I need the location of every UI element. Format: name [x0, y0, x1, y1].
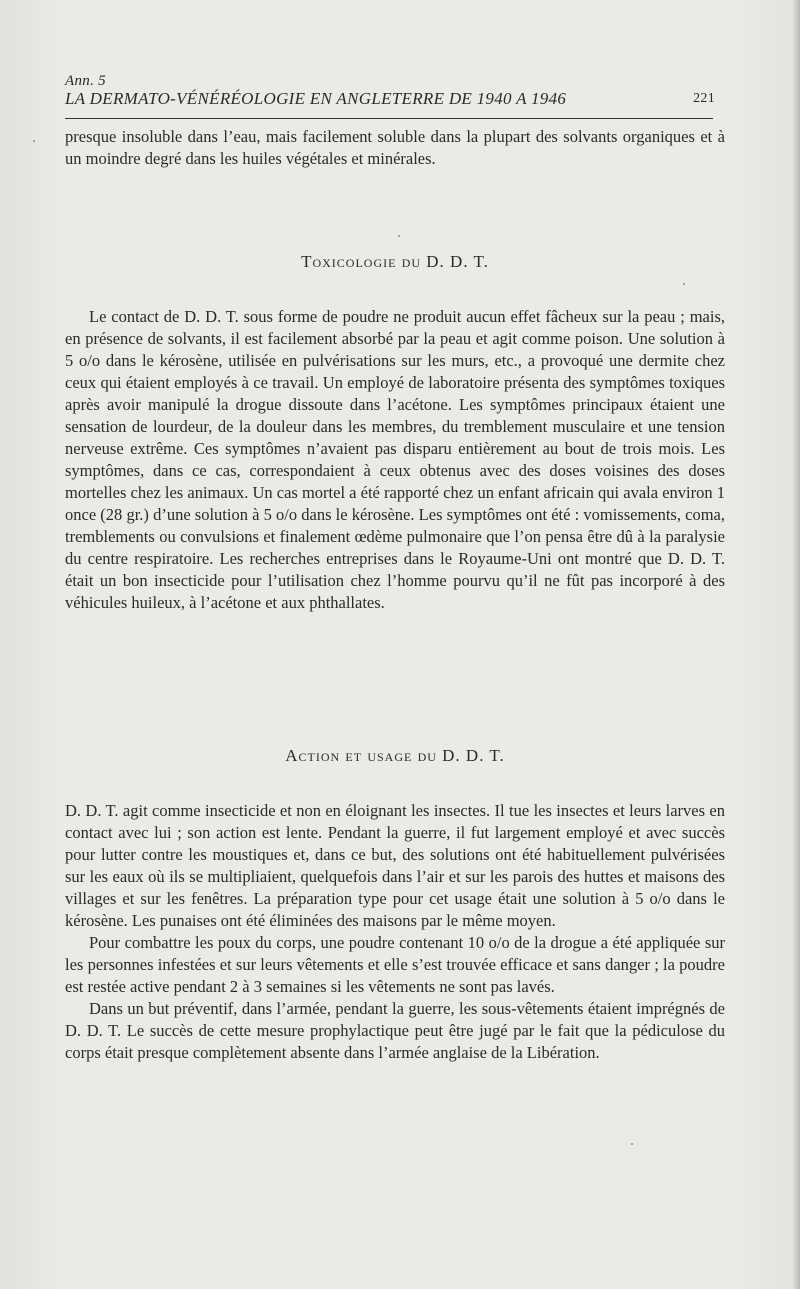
intro-paragraph: presque insoluble dans l’eau, mais facilement soluble dans la plupart des solvants organiques et à un moindre degré dans les huiles végétales et minérales. [65, 127, 725, 168]
header-rule [65, 118, 713, 119]
header-title: LA DERMATO-VÉNÉRÉOLOGIE EN ANGLETERRE DE 1940 A 1946 [65, 89, 567, 108]
action-paragraph-3: Dans un but préventif, dans l’armée, pendant la guerre, les sous-vêtements étaient imprégnés de D. D. T. Le succès de cette mesure prophylactique peut être jugé par le fait que la pédiculose du corps était presque complètement absente dans l’armée anglaise de la Libération. [65, 999, 725, 1062]
toxicologie-block [65, 306, 725, 614]
page-number: 221 [693, 91, 715, 106]
action-paragraph-2: Pour combattre les poux du corps, une poudre contenant 10 o/o de la drogue a été appliquée sur les personnes infestées et sur leurs vêtements et elle s’est trouvée efficace et sans danger ; la poudre est restée active pendant 2 à 3 semaines si les vêtements ne sont pas lavés. [65, 933, 725, 996]
speck [33, 140, 35, 142]
action-paragraph-1: D. D. T. agit comme insecticide et non en éloignant les insectes. Il tue les insectes et leurs larves en contact avec lui ; son action est lente. Pendant la guerre, il fut largement employé et avec succès pour lutter contre les moustiques et, dans ce but, des solutions ont été habituellement pulvérisées sur les eaux où ils se multipliaient, quelquefois dans l’air et sur les parois des huttes et maisons des villages et sur les fenêtres. La préparation type pour cet usage était une solution à 5 o/o dans le kérosène. Les punaises ont été éliminées des maisons par le même moyen. [65, 801, 725, 930]
toxicologie-paragraph: Le contact de D. D. T. sous forme de poudre ne produit aucun effet fâcheux sur la peau ; mais, en présence de solvants, il est facilement absorbé par la peau et agit comme poison. Une solution à 5 o/o dans le kérosène, utilisée en pulvérisations sur les murs, etc., a provoqué une dermite chez ceux qui étaient employés à ce travail. Un employé de laboratoire présenta des symptômes toxiques après avoir manipulé la drogue dissoute dans l’acétone. Les symptômes principaux étaient une sensation de lourdeur, de la douleur dans les membres, du tremblement musculaire et une tension nerveuse extrême. Ces symptômes n’avaient pas disparu entièrement au bout de trois mois. Les symptômes, dans ce cas, correspondaient à ceux obtenus avec des doses voisines des doses mortelles chez les animaux. Un cas mortel a été rapporté chez un enfant africain qui avala environ 1 once (28 gr.) d’une solution à 5 o/o dans le kérosène. Les symptômes ont été : vomissements, coma, tremblements ou convulsions et finalement œdème pulmonaire que l’on pensa être dû à la paralysie du centre respiratoire. Les recherches entreprises dans le Royaume-Uni ont montré que D. D. T. était un bon insecticide pour l’utilisation chez l’homme pourvu qu’il ne fût pas incorporé à des véhicules huileux, à l’acétone et aux phthallates. [65, 307, 725, 612]
running-header [65, 74, 715, 107]
header-annotation: Ann. 5 [65, 73, 106, 89]
section-title-action: Action et usage du D. D. T. [285, 746, 505, 765]
section-title-toxicologie: Toxicologie du D. D. T. [301, 252, 489, 271]
page-edge-shadow [792, 0, 800, 1289]
speck [683, 283, 685, 285]
speck [631, 1143, 633, 1145]
speck [398, 235, 400, 237]
action-block [65, 800, 725, 1064]
intro-block [65, 126, 725, 170]
